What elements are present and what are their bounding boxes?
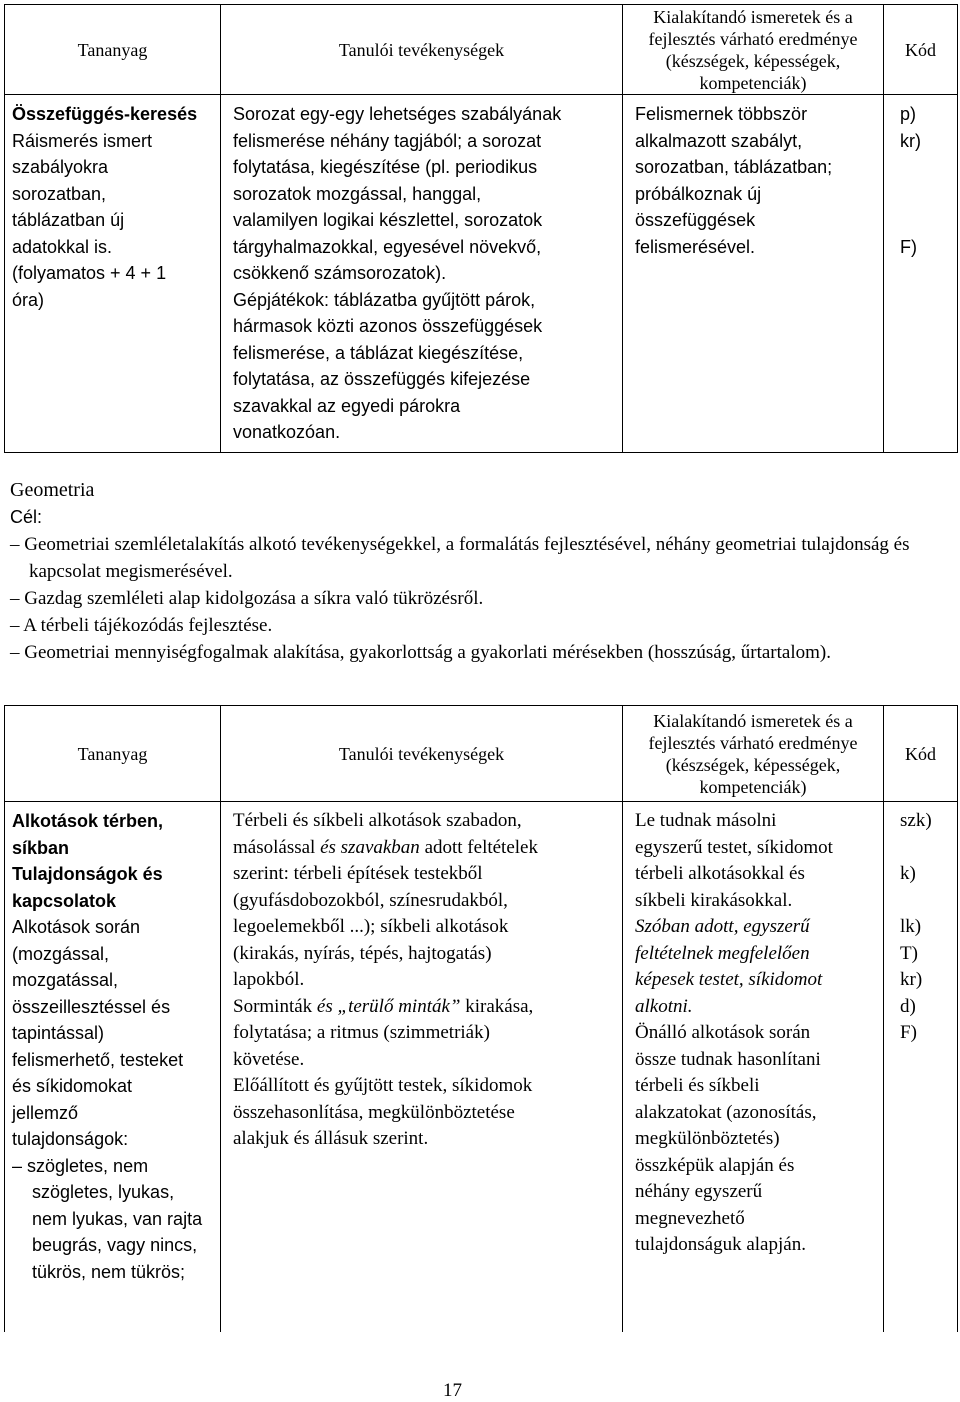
- outcomes-cell: Felismernek többször alkalmazott szabályt, sorozatban, táblázatban; próbálkoznak új összefüggések felismerésével.: [623, 95, 884, 453]
- section-title: Geometria: [10, 479, 95, 501]
- list-item: – szögletes, nem szögletes, lyukas, nem lyukas, van rajta beugrás, vagy nincs, tükrös, nem tükrös;: [12, 1155, 203, 1282]
- curriculum-table-geometry: [4, 705, 958, 1332]
- activities-cell: Sorozat egy-egy lehetséges szabályának felismerése néhány tagjából; a sorozat folytatása, kiegészítése (pl. periodikus sorozatok mozgással, hanggal, valamilyen logikai készlettel, sorozatok tárgyhalmazokkal, egyesével növekvő, csökkenő számsorozatok). Gépjátékok: táblázatba gyűjtött párok, hármasok közti azonos összefüggések felismerése, a táblázat kiegészítése, folytatása, az összefüggés kifejezése szavakkal az egyedi párokra vonatkozóan.: [221, 95, 623, 453]
- header-activities: Tanulói tevékenységek: [221, 706, 623, 802]
- header-activities: Tanulói tevékenységek: [221, 5, 623, 95]
- code-cell: szk) k) lk) T) kr) d) F): [884, 802, 958, 1332]
- goal-label: Cél:: [10, 507, 43, 527]
- table-header-row: [5, 706, 958, 802]
- table-row: [5, 802, 958, 1332]
- topic-title: Összefüggés-keresés: [12, 104, 198, 124]
- header-outcomes: Kialakítandó ismeretek és a fejlesztés várható eredménye (készségek, képességek, kompetenciák): [623, 706, 884, 802]
- topic-cell: Alkotások térben, síkban Tulajdonságok és kapcsolatok Alkotások során (mozgással, mozgatással, összeillesztéssel és tapintással) felismerhető, testeket és síkidomokat jellemző tulajdonságok: – szögletes, nem szögletes, lyukas, nem lyukas, van rajta beugrás, vagy nincs, tükrös, nem tükrös;: [5, 802, 221, 1332]
- header-topic: Tananyag: [5, 5, 221, 95]
- table-header-row: [5, 5, 958, 95]
- header-code: Kód: [884, 706, 958, 802]
- goal-item: – Gazdag szemléleti alap kidolgozása a síkra való tükrözésről.: [10, 588, 484, 609]
- code-cell: p) kr) F): [884, 95, 958, 453]
- goal-item: – Geometriai szemléletalakítás alkotó tevékenységekkel, a formalátás fejlesztésével, néhány geometriai tulajdonság és kapcsolat megismerésével.: [10, 534, 910, 582]
- curriculum-table-sequences: [4, 4, 958, 453]
- goal-item: – A térbeli tájékozódás fejlesztése.: [10, 615, 273, 636]
- page-number: 17: [443, 1380, 462, 1401]
- goal-item: – Geometriai mennyiségfogalmak alakítása, gyakorlottság a gyakorlati mérésekben (hosszúság, űrtartalom).: [10, 642, 831, 663]
- header-code: Kód: [884, 5, 958, 95]
- header-outcomes: Kialakítandó ismeretek és a fejlesztés várható eredménye (készségek, képességek, kompetenciák): [623, 5, 884, 95]
- activities-cell: Térbeli és síkbeli alkotások szabadon, másolással és szavakban adott feltételek szerint: térbeli építések testekből (gyufásdobozokból, színesrudakból, legoelemekből ...); síkbeli alkotások (kirakás, nyírás, tépés, hajtogatás) lapokból. Sorminták és „terülő minták” kirakása, folytatása; a ritmus (szimmetriák) követése. Előállított és gyűjtött testek, síkidomok összehasonlítása, megkülönböztetése alakjuk és állásuk szerint.: [221, 802, 623, 1332]
- topic-cell: Összefüggés-keresés Ráismerés ismert szabályokra sorozatban, táblázatban új adatokkal is. (folyamatos + 4 + 1 óra): [5, 95, 221, 453]
- header-topic: Tananyag: [5, 706, 221, 802]
- geometry-section: [10, 476, 940, 666]
- table-row: [5, 95, 958, 453]
- outcomes-cell: Le tudnak másolni egyszerű testet, síkidomot térbeli alkotásokkal és síkbeli kirakásokkal. Szóban adott, egyszerű feltételnek megfelelően képesek testet, síkidomot alkotni. Önálló alkotások során össze tudnak hasonlítani térbeli és síkbeli alakzatokat (azonosítás, megkülönböztetés) összképük alapján és néhány egyszerű megnevezhető tulajdonságuk alapján.: [623, 802, 884, 1332]
